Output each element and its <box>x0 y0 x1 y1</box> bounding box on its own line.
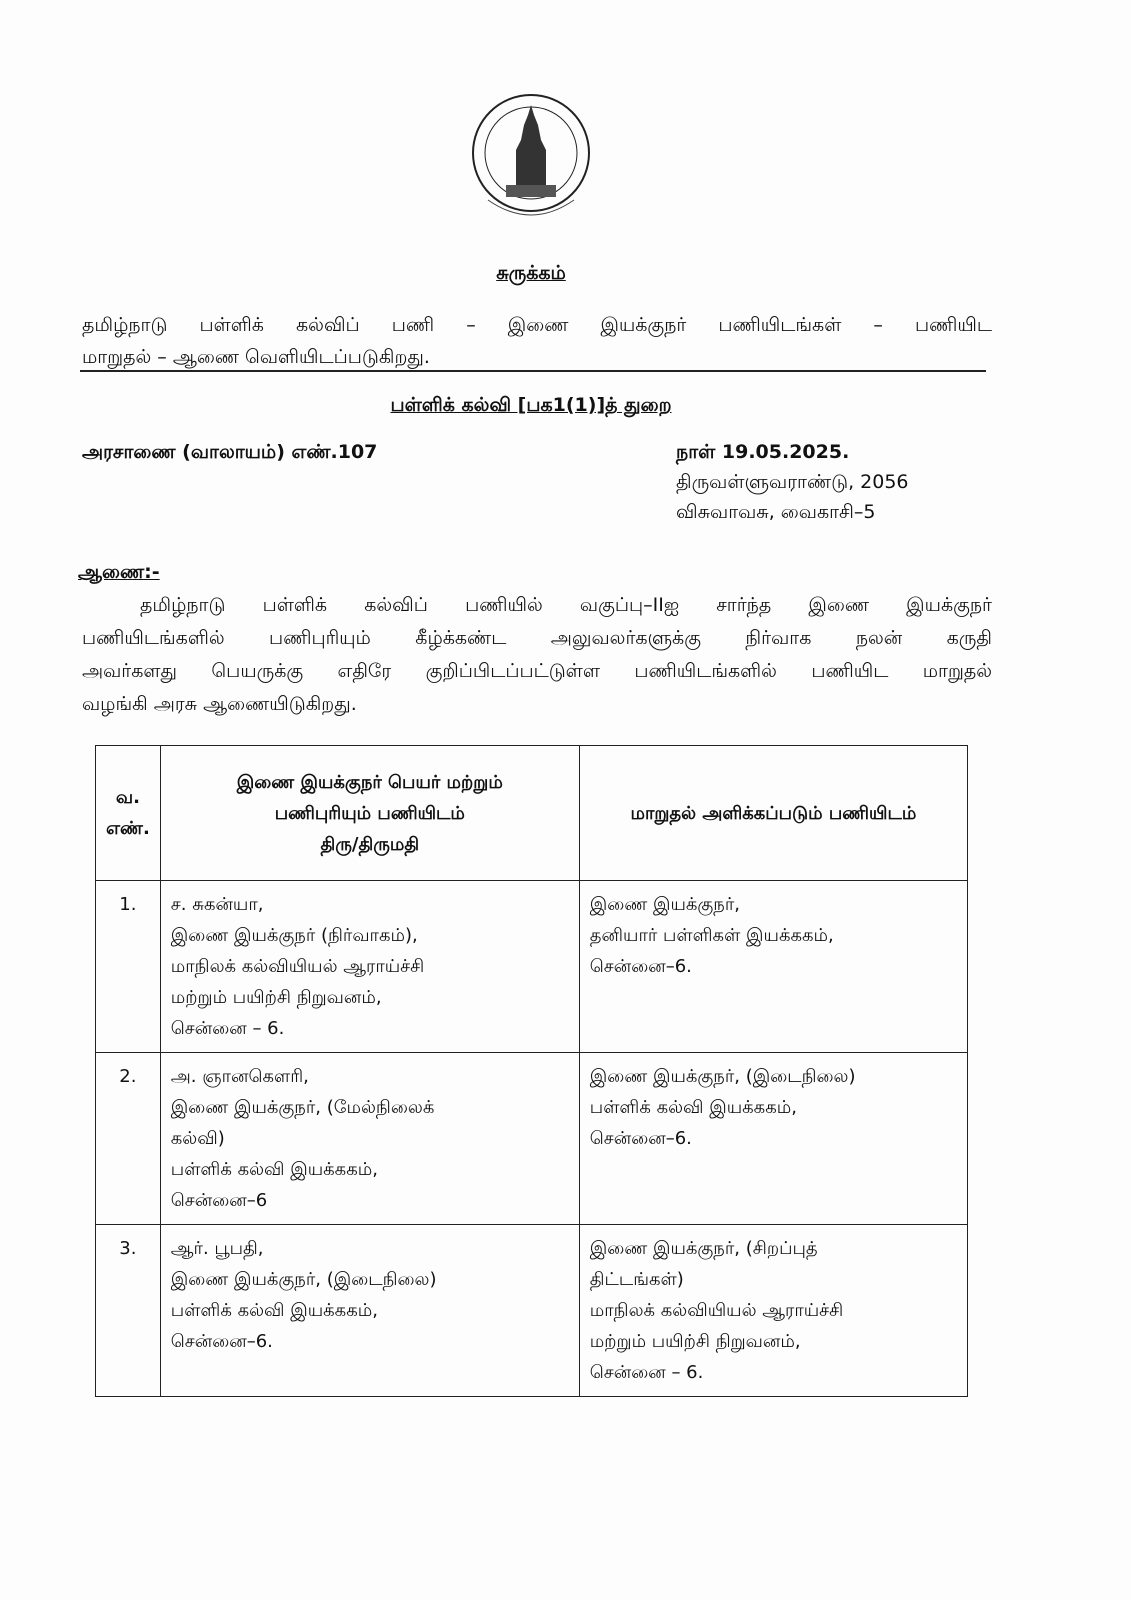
header-current: திரு/திருமதி <box>320 833 420 855</box>
cell-line: சென்னை–6. <box>589 956 692 977</box>
row-sno: 3. <box>96 1225 161 1397</box>
order-line-1: தமிழ்நாடு பள்ளிக் கல்விப் பணியில் வகுப்பு–IIஐ சார்ந்த இணை இயக்குநர் <box>140 594 992 616</box>
cell-line: சென்னை–6 <box>170 1190 268 1211</box>
header-current: பணிபுரியும் பணியிடம் <box>274 802 465 824</box>
summary-title: சுருக்கம் <box>496 262 566 284</box>
summary-divider <box>80 370 986 372</box>
cell-line: திட்டங்கள்) <box>589 1269 684 1290</box>
cell-line: பள்ளிக் கல்வி இயக்ககம், <box>170 1159 378 1180</box>
cell-line: சென்னை–6. <box>170 1331 273 1352</box>
order-heading: ஆணை:- <box>78 561 160 583</box>
cell-line: ஆர். பூபதி, <box>170 1238 264 1259</box>
cell-line: சென்னை–6. <box>589 1128 692 1149</box>
date-line-1: நாள் 19.05.2025. <box>676 441 850 463</box>
table-row <box>96 881 968 1053</box>
go-number: அரசாணை (வாலாயம்) எண்.107 <box>82 441 378 463</box>
cell-line: மற்றும் பயிற்சி நிறுவனம், <box>170 987 382 1008</box>
order-line-2: பணியிடங்களில் பணிபுரியும் கீழ்க்கண்ட அலுவலர்களுக்கு நிர்வாக நலன் கருதி <box>82 627 992 649</box>
header-sno: வ. <box>115 787 140 808</box>
cell-line: பள்ளிக் கல்வி இயக்ககம், <box>589 1097 797 1118</box>
cell-line: இணை இயக்குநர், (இடைநிலை) <box>170 1269 437 1290</box>
cell-line: பள்ளிக் கல்வி இயக்ககம், <box>170 1300 378 1321</box>
date-line-2: திருவள்ளுவராண்டு, 2056 <box>676 471 909 493</box>
cell-line: சென்னை – 6. <box>170 1018 285 1039</box>
cell-line: ச. சுகன்யா, <box>170 894 264 915</box>
tamil-nadu-emblem-logo <box>468 90 594 230</box>
cell-line: மாநிலக் கல்வியியல் ஆராய்ச்சி <box>170 956 425 977</box>
cell-line: சென்னை – 6. <box>589 1362 704 1383</box>
table-row <box>96 1053 968 1225</box>
cell-line: மற்றும் பயிற்சி நிறுவனம், <box>589 1331 801 1352</box>
cell-line: மாநிலக் கல்வியியல் ஆராய்ச்சி <box>589 1300 844 1321</box>
row-sno: 2. <box>96 1053 161 1225</box>
order-line-3: அவர்களது பெயருக்கு எதிரே குறிப்பிடப்பட்டுள்ள பணியிடங்களில் பணியிட மாறுதல் <box>82 660 992 682</box>
header-transfer: மாறுதல் அளிக்கப்படும் பணியிடம் <box>630 802 917 824</box>
header-current: இணை இயக்குநர் பெயர் மற்றும் <box>236 771 503 793</box>
cell-line: தனியார் பள்ளிகள் இயக்ககம், <box>589 925 834 946</box>
summary-line-1: தமிழ்நாடு பள்ளிக் கல்விப் பணி – இணை இயக்குநர் பணியிடங்கள் – பணியிட <box>82 314 992 336</box>
table-row <box>96 1225 968 1397</box>
transfer-table <box>95 745 968 1397</box>
cell-line: இணை இயக்குநர், <box>589 894 740 915</box>
header-sno: எண். <box>106 818 150 839</box>
cell-line: இணை இயக்குநர், (இடைநிலை) <box>589 1066 856 1087</box>
department-title: பள்ளிக் கல்வி [பக1(1)]த் துறை <box>390 394 672 416</box>
order-line-4: வழங்கி அரசு ஆணையிடுகிறது. <box>82 693 357 715</box>
cell-line: கல்வி) <box>170 1128 225 1149</box>
summary-line-2: மாறுதல் – ஆணை வெளியிடப்படுகிறது. <box>82 346 430 368</box>
cell-line: இணை இயக்குநர் (நிர்வாகம்), <box>170 925 418 946</box>
row-sno: 1. <box>96 881 161 1053</box>
cell-line: இணை இயக்குநர், (சிறப்புத் <box>589 1238 818 1259</box>
cell-line: இணை இயக்குநர், (மேல்நிலைக் <box>170 1097 435 1118</box>
cell-line: அ. ஞானகௌரி, <box>170 1066 309 1087</box>
table-header-row <box>96 746 968 881</box>
date-line-3: விசுவாவசு, வைகாசி–5 <box>676 501 876 523</box>
